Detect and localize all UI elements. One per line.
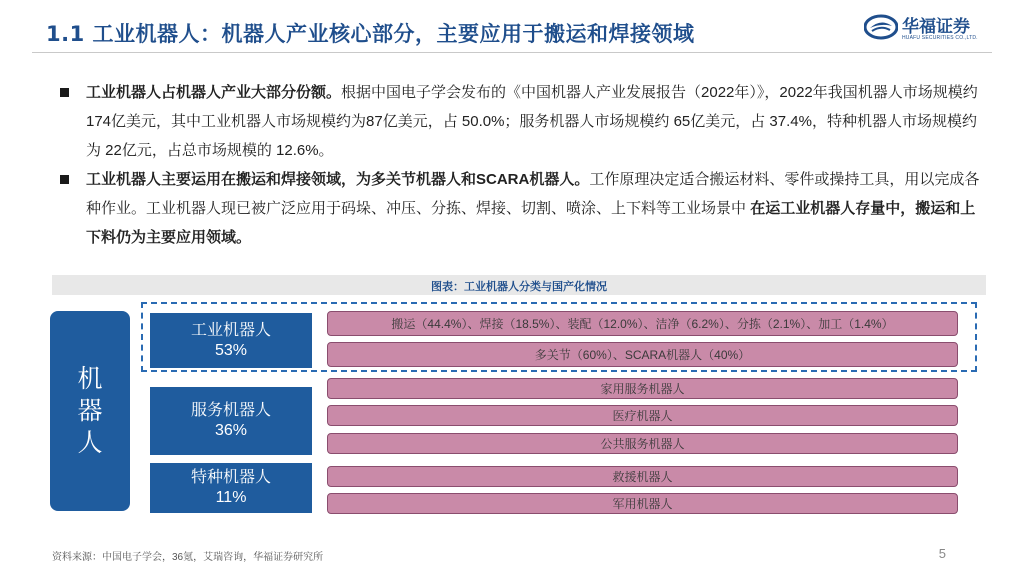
huafu-logo-icon [864, 14, 898, 40]
bullet-conclusion: 在运工业机器人存量中，搬运和上下料仍为主要应用领域。 [86, 200, 976, 246]
category-share: 11% [215, 489, 247, 506]
public-service-pill: 公共服务机器人 [327, 433, 958, 454]
company-logo [864, 12, 994, 46]
category-name: 工业机器人 [190, 321, 271, 339]
bullet-lead: 工业机器人主要运用在搬运和焊接领域，为多关节机器人和SCARA机器人。 [86, 171, 590, 188]
military-pill: 军用机器人 [327, 493, 958, 514]
rescue-pill: 救援机器人 [327, 466, 958, 487]
page-number: 5 [938, 546, 946, 561]
category-service [150, 387, 312, 455]
category-special [150, 463, 312, 513]
bullet-item [60, 78, 980, 165]
home-service-pill: 家用服务机器人 [327, 378, 958, 399]
figure-caption: 图表：工业机器人分类与国产化情况 [431, 281, 607, 293]
source-note: 资料来源：中国电子学会，36氪，艾瑞咨询，华福证券研究所 [52, 552, 324, 563]
bullet-lead: 工业机器人占机器人产业大部分份额。 [86, 84, 342, 101]
root-node-robot [50, 311, 130, 511]
category-name: 特种机器人 [190, 469, 271, 486]
root-char: 机 [77, 364, 103, 393]
category-share: 53% [214, 341, 248, 359]
bullet-item [60, 165, 980, 252]
industrial-highlight-frame [141, 302, 977, 372]
industrial-types-pill: 多关节（60%）、SCARA机器人（40%） [327, 342, 958, 367]
bullet-list [60, 78, 980, 252]
figure-caption-bar [52, 275, 986, 295]
bullet-text: 根据中国电子学会发布的《中国机器人产业发展报告（2022年）》，2022年我国机器人市场规模约174亿美元，其中工业机器人市场规模约为87亿美元，占 50.0%；服务机器人市场规模约 65亿美元，占 37.4%，特种机器人市场规模约为 22亿元，占总市场规模的 12.6%。 [86, 84, 978, 159]
root-char: 人 [77, 428, 103, 457]
bullet-square-icon [60, 88, 69, 97]
category-name: 服务机器人 [190, 402, 271, 419]
category-share: 36% [214, 422, 248, 439]
logo-text-cn: 华福证券 [902, 17, 970, 37]
root-char: 器 [77, 396, 103, 425]
industrial-applications-pill: 搬运（44.4%）、焊接（18.5%）、装配（12.0%）、洁净（6.2%）、分拣（2.1%）、加工（1.4%） [327, 311, 958, 336]
bullet-square-icon [60, 175, 69, 184]
medical-pill: 医疗机器人 [327, 405, 958, 426]
bullet-text: 工作原理决定适合搬运材料、零件或操持工具，用以完成各种作业。工业机器人现已被广泛应用于码垛、冲压、分拣、焊接、切割、喷涂、上下料等工业场景中 [86, 171, 980, 217]
title-divider [32, 52, 992, 53]
logo-text-en: HUAFU SECURITIES CO.,LTD. [902, 35, 978, 41]
page-title: 1.1 工业机器人：机器人产业核心部分，主要应用于搬运和焊接领域 [46, 22, 695, 46]
